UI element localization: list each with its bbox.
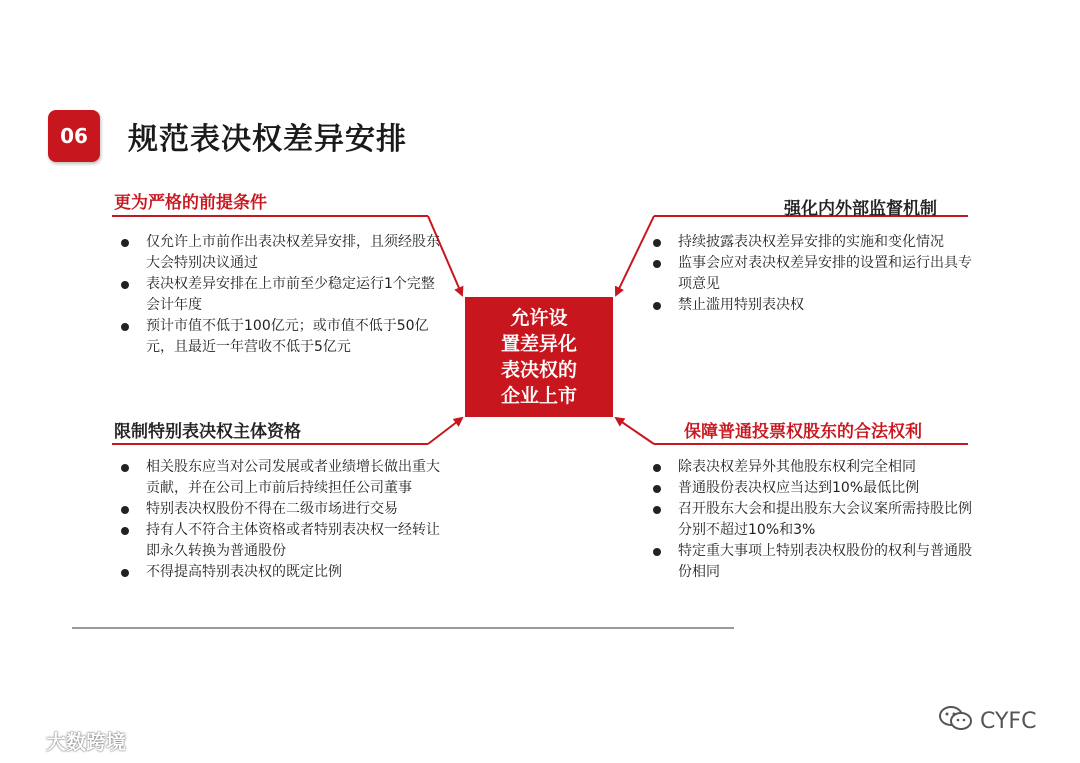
- section-title-top-left: 更为严格的前提条件: [114, 193, 267, 213]
- wechat-logo-icon: [938, 704, 974, 738]
- weibo-logo-icon: [10, 726, 40, 755]
- bullet-list-top-left: [116, 232, 446, 358]
- watermark-left: [10, 726, 126, 755]
- bullet-list-top-right: [648, 232, 973, 316]
- section-title-bottom-left: 限制特别表决权主体资格: [114, 422, 301, 442]
- list-item: 特别表决权股份不得在二级市场进行交易: [116, 499, 446, 520]
- list-item: 特定重大事项上特别表决权股份的权利与普通股份相同: [648, 541, 973, 583]
- list-item: 预计市值不低于100亿元；或市值不低于50亿元，且最近一年营收不低于5亿元: [116, 316, 446, 358]
- list-item: 仅允许上市前作出表决权差异安排，且须经股东大会特别决议通过: [116, 232, 446, 274]
- list-item: 相关股东应当对公司发展或者业绩增长做出重大贡献，并在公司上市前后持续担任公司董事: [116, 457, 446, 499]
- center-line: 允许设: [510, 307, 568, 329]
- list-item: 监事会应对表决权差异安排的设置和运行出具专项意见: [648, 253, 973, 295]
- list-item: 持有人不符合主体资格或者特别表决权一经转让即永久转换为普通股份: [116, 520, 446, 562]
- slide-title: 规范表决权差异安排: [128, 122, 407, 157]
- watermark-right: [938, 704, 1036, 738]
- watermark-left-text: 大数跨境: [46, 730, 126, 754]
- list-item: 不得提高特别表决权的既定比例: [116, 562, 446, 583]
- watermark-right-text: CYFC: [980, 708, 1037, 734]
- list-item: 除表决权差异外其他股东权利完全相同: [648, 457, 973, 478]
- bullet-list-bottom-right: [648, 457, 973, 583]
- section-title-top-right: 强化内外部监督机制: [784, 199, 937, 219]
- list-item: 召开股东大会和提出股东大会议案所需持股比例分别不超过10%和3%: [648, 499, 973, 541]
- list-item: 表决权差异安排在上市前至少稳定运行1个完整会计年度: [116, 274, 446, 316]
- arrow-bottom-left: [428, 418, 462, 444]
- section-number-badge: 06: [48, 110, 100, 162]
- list-item: 禁止滥用特别表决权: [648, 295, 973, 316]
- section-title-bottom-right: 保障普通投票权股东的合法权利: [684, 422, 922, 442]
- center-concept-box: [465, 297, 613, 417]
- list-item: 持续披露表决权差异安排的实施和变化情况: [648, 232, 973, 253]
- center-line: 企业上市: [500, 385, 577, 407]
- bullet-list-bottom-left: [116, 457, 446, 583]
- footer-divider: [72, 627, 734, 629]
- center-line: 表决权的: [500, 359, 577, 381]
- center-line: 置差异化: [500, 333, 577, 355]
- list-item: 普通股份表决权应当达到10%最低比例: [648, 478, 973, 499]
- arrow-bottom-right: [616, 418, 654, 444]
